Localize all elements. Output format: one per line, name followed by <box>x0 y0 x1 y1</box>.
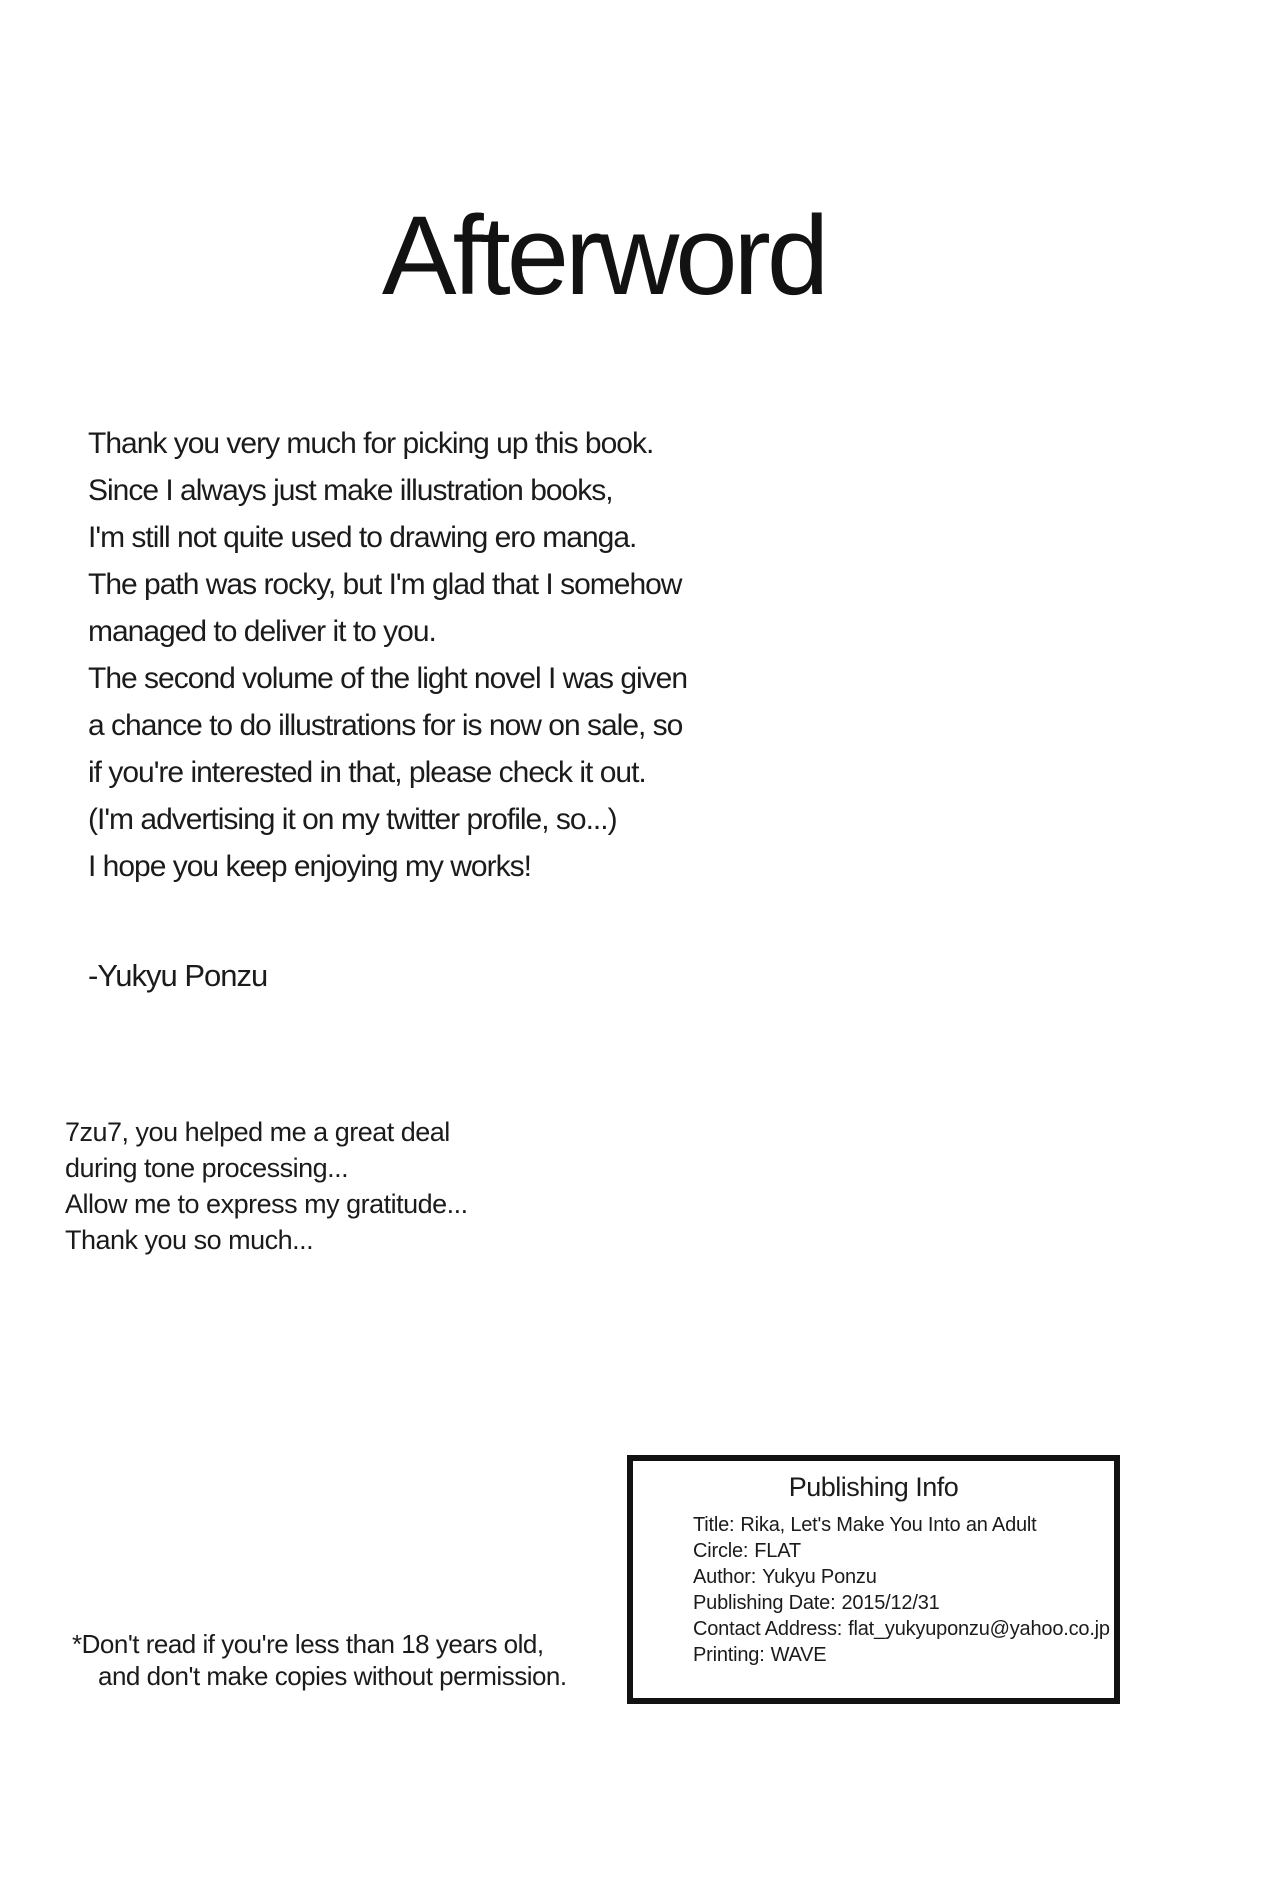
afterword-body-line: (I'm advertising it on my twitter profile, so...) <box>88 803 617 836</box>
publishing-field-date <box>693 1590 1106 1616</box>
afterword-body-line: The path was rocky, but I'm glad that I somehow <box>88 568 682 601</box>
afterword-body-line: Thank you very much for picking up this book. <box>88 427 654 460</box>
afterword-body-line: The second volume of the light novel I was given <box>88 662 688 695</box>
afterword-body-line: if you're interested in that, please check it out. <box>88 756 646 789</box>
acknowledgement-note <box>65 1114 468 1258</box>
afterword-body-line: I'm still not quite used to drawing ero manga. <box>88 521 637 554</box>
field-value: Rika, Let's Make You Into an Adult <box>740 1514 1037 1536</box>
publishing-field-printing <box>693 1642 1106 1668</box>
field-label: Circle: <box>693 1540 749 1562</box>
page-title: Afterword <box>381 193 826 318</box>
afterword-body-line: I hope you keep enjoying my works! <box>88 850 531 883</box>
acknowledgement-line: during tone processing... <box>65 1153 349 1183</box>
field-value: FLAT <box>754 1540 801 1562</box>
age-disclaimer <box>72 1628 567 1692</box>
publishing-field-author <box>693 1564 1106 1590</box>
acknowledgement-line: Allow me to express my gratitude... <box>65 1189 468 1219</box>
publishing-field-title <box>693 1512 1106 1538</box>
publishing-field-contact <box>693 1616 1110 1642</box>
afterword-body-line: Since I always just make illustration books, <box>88 474 613 507</box>
field-value: WAVE <box>770 1644 827 1666</box>
disclaimer-line: *Don't read if you're less than 18 years old, <box>72 1629 544 1659</box>
field-label: Title: <box>693 1514 735 1536</box>
acknowledgement-line: Thank you so much... <box>65 1225 314 1255</box>
acknowledgement-line: 7zu7, you helped me a great deal <box>65 1117 450 1147</box>
field-value: 2015/12/31 <box>841 1592 940 1614</box>
field-value: flat_yukyuponzu@yahoo.co.jp <box>848 1618 1110 1640</box>
field-value: Yukyu Ponzu <box>762 1566 877 1588</box>
field-label: Publishing Date: <box>693 1592 836 1614</box>
field-label: Contact Address: <box>693 1618 843 1640</box>
field-label: Printing: <box>693 1644 765 1666</box>
publishing-field-circle <box>693 1538 1106 1564</box>
disclaimer-line: and don't make copies without permission. <box>98 1661 567 1691</box>
publishing-info-fields <box>693 1512 1110 1668</box>
publishing-info-box <box>627 1455 1120 1704</box>
afterword-body-line: a chance to do illustrations for is now on sale, so <box>88 709 683 742</box>
afterword-body-line: managed to deliver it to you. <box>88 615 436 648</box>
field-label: Author: <box>693 1566 757 1588</box>
author-signature: -Yukyu Ponzu <box>88 958 268 993</box>
publishing-info-heading: Publishing Info <box>788 1472 959 1502</box>
afterword-body <box>88 420 687 890</box>
